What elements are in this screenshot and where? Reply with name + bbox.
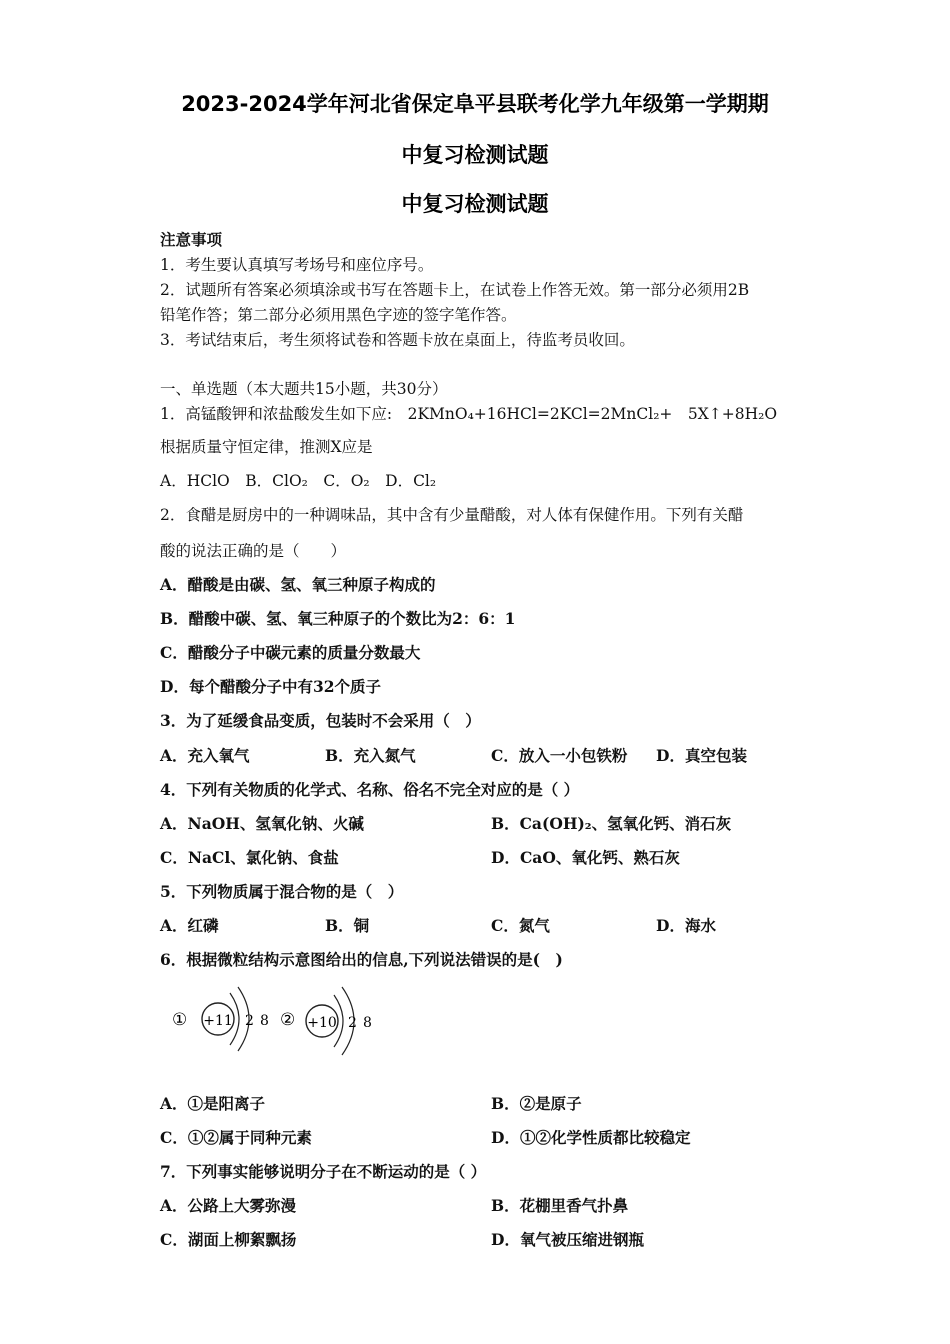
q5-option-c: C．氮气 [491, 916, 550, 935]
q6-stem: 6．根据微粒结构示意图给出的信息,下列说法错误的是( ) [160, 950, 563, 969]
q2-stem2: 酸的说法正确的是（ ） [160, 542, 347, 560]
notes-heading: 注意事项 [160, 231, 223, 249]
q1-options: A．HClO B．ClO₂ C．O₂ D．Cl₂ [160, 472, 437, 490]
page-title-line2: 中复习检测试题 [401, 143, 549, 167]
particle-structure-diagram [168, 975, 388, 1065]
q6-option-d: D．①②化学性质都比较稳定 [491, 1128, 691, 1147]
notes-item-1: 1．考生要认真填写考场号和座位序号。 [160, 256, 434, 274]
section-heading: 一、单选题（本大题共15小题，共30分） [160, 380, 448, 398]
page-title-line1: 2023-2024学年河北省保定阜平县联考化学九年级第一学期期 [181, 92, 769, 116]
q3-option-a: A．充入氧气 [160, 746, 250, 765]
q5-option-d: D．海水 [656, 916, 716, 935]
notes-item-2-cont: 铅笔作答；第二部分必须用黑色字迹的签字笔作答。 [160, 306, 517, 324]
notes-item-3: 3．考试结束后，考生须将试卷和答题卡放在桌面上，待监考员收回。 [160, 331, 635, 349]
q4-stem: 4．下列有关物质的化学式、名称、俗名不完全对应的是（ ） [160, 780, 580, 799]
q1-stem: 1．高锰酸钾和浓盐酸发生如下应: 2KMnO₄+16HCl=2KCl=2MnCl₂+ 5X↑+8H₂O [160, 405, 778, 423]
q7-option-b: B．花棚里香气扑鼻 [491, 1196, 629, 1215]
q4-option-d: D．CaO、氧化钙、熟石灰 [491, 848, 680, 867]
q3-option-b: B．充入氮气 [325, 746, 416, 765]
q6-option-c: C．①②属于同种元素 [160, 1128, 312, 1147]
particle-2-shell-2-electrons: 8 [363, 1015, 372, 1031]
q7-option-c: C．湖面上柳絮飘扬 [160, 1230, 297, 1249]
q7-option-d: D．氧气被压缩进钢瓶 [491, 1230, 644, 1249]
page-title-line3: 中复习检测试题 [401, 192, 549, 216]
q1-stem2: 根据质量守恒定律，推测X应是 [160, 438, 373, 456]
q7-stem: 7．下列事实能够说明分子在不断运动的是（ ） [160, 1162, 487, 1181]
q5-option-a: A．红磷 [160, 916, 219, 935]
q2-stem: 2．食醋是厨房中的一种调味品，其中含有少量醋酸，对人体有保健作用。下列有关醋 [160, 506, 744, 524]
q3-stem: 3．为了延缓食品变质，包装时不会采用（ ） [160, 711, 481, 730]
q6-option-b: B．②是原子 [491, 1094, 582, 1113]
particle-1-nucleus-charge: +11 [203, 1013, 233, 1029]
q7-option-a: A．公路上大雾弥漫 [160, 1196, 297, 1215]
q2-option-b: B．醋酸中碳、氢、氧三种原子的个数比为2：6：1 [160, 609, 516, 628]
particle-1-shell-1-electrons: 2 [245, 1013, 254, 1029]
particle-2-label: ② [280, 1010, 296, 1030]
particle-1-label: ① [172, 1010, 188, 1030]
q4-option-a: A．NaOH、氢氧化钠、火碱 [160, 814, 364, 833]
q3-option-d: D．真空包装 [656, 746, 747, 765]
q6-option-a: A．①是阳离子 [160, 1094, 266, 1113]
notes-item-2: 2．试题所有答案必须填涂或书写在答题卡上，在试卷上作答无效。第一部分必须用2B [160, 281, 750, 299]
q5-option-b: B．铜 [325, 916, 370, 935]
q2-option-a: A．醋酸是由碳、氢、氧三种原子构成的 [160, 575, 436, 594]
particle-2-nucleus-charge: +10 [307, 1015, 337, 1031]
q2-option-d: D．每个醋酸分子中有32个质子 [160, 677, 382, 696]
q4-option-b: B．Ca(OH)₂、氢氧化钙、消石灰 [491, 814, 732, 833]
q5-stem: 5．下列物质属于混合物的是（ ） [160, 882, 404, 901]
q3-option-c: C．放入一小包铁粉 [491, 746, 628, 765]
q2-option-c: C．醋酸分子中碳元素的质量分数最大 [160, 643, 421, 662]
q4-option-c: C．NaCl、氯化钠、食盐 [160, 848, 339, 867]
particle-2-shell-1-electrons: 2 [348, 1015, 357, 1031]
particle-1-shell-2-electrons: 8 [260, 1013, 269, 1029]
